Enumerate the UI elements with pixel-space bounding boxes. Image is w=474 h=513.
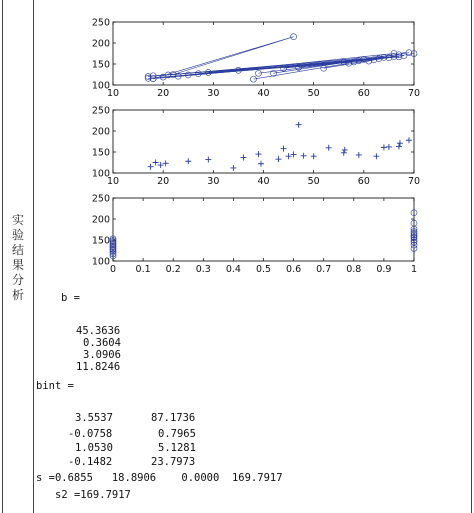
series-line [188,54,394,75]
x-tick-label: 0.7 [316,264,332,275]
data-point [205,69,211,75]
series-line [259,56,394,73]
data-point [291,152,297,158]
x-tick-label: 50 [307,88,320,99]
data-point [110,245,116,251]
data-point [411,234,417,240]
x-tick-label: 30 [207,176,220,187]
series-line [153,37,294,79]
data-point [145,75,151,81]
bint-low: 1.0530 [75,442,113,454]
series-line [148,55,399,77]
x-tick-label: 70 [407,88,421,99]
y-tick-label: 200 [91,126,110,138]
data-point [391,51,397,57]
data-point [373,153,379,159]
series-line [178,59,364,76]
data-point [110,243,116,249]
data-point [153,160,159,166]
data-point [406,50,412,56]
bint-high: 23.7973 [151,456,196,468]
data-point [255,151,261,157]
experiment-results-analysis-label [8,213,28,303]
data-point [397,140,403,146]
data-point [396,54,402,60]
data-point [411,242,417,248]
series-line [274,53,410,73]
data-point [148,164,154,170]
bint-high: 5.1281 [158,442,196,454]
label-char: 果 [11,258,24,272]
series-line [153,60,374,76]
x-tick-label: 60 [357,176,370,187]
data-point [411,239,417,245]
y-tick-label: 150 [91,147,110,159]
b-value: 11.8246 [76,361,121,373]
data-point [411,245,417,251]
data-point [110,239,116,245]
label-char: 验 [11,228,24,242]
data-point [396,144,402,150]
data-point [411,230,417,236]
data-point [286,153,292,159]
plot-area [113,22,414,85]
scatter-plot-middle [92,106,420,188]
y-tick-label: 150 [91,235,110,247]
y-tick-label: 100 [91,168,110,180]
data-point [326,145,332,151]
data-point [110,249,116,255]
data-point [411,237,417,243]
data-point [291,34,297,40]
series-line [299,59,379,68]
x-tick-label: 70 [407,176,421,187]
data-point [411,51,417,57]
data-point [301,153,307,159]
data-point [411,235,417,241]
x-tick-label: 40 [257,176,270,187]
x-tick-label: 0.9 [376,264,392,275]
data-point [230,165,236,171]
data-point [391,53,397,59]
table-border-divider [33,0,34,513]
data-point [386,55,392,61]
bint-low: 3.5537 [75,412,113,424]
data-point [195,71,201,77]
data-point [258,161,264,167]
data-point [110,251,116,257]
data-point [110,248,116,254]
data-point [110,246,116,252]
label-char: 分 [11,273,24,287]
x-tick-label: 60 [357,88,370,99]
x-tick-label: 30 [207,88,220,99]
data-point [205,157,211,163]
data-point [296,64,302,70]
x-tick-label: 0.5 [255,264,272,275]
x-tick-label: 0.3 [195,264,211,275]
x-tick-label: 0.8 [346,264,362,275]
data-point [401,53,407,59]
data-point [411,210,417,216]
data-point [356,58,362,64]
data-point [376,56,382,62]
data-point [411,226,417,232]
series-line [208,62,343,73]
data-point [271,70,277,76]
data-point [341,59,347,65]
table-border-right [471,0,472,513]
bint-low: -0.1482 [68,456,113,468]
series-line [148,62,354,78]
data-point [276,156,282,162]
scatter-plot-bottom [92,194,417,276]
data-point [356,152,362,158]
y-tick-label: 100 [91,256,110,268]
x-tick-label: 0.6 [286,264,302,275]
data-point [170,72,176,78]
y-tick-label: 200 [91,214,110,226]
x-tick-label: 0.2 [165,264,181,275]
data-point [342,147,348,153]
x-tick-label: 0.1 [135,264,151,275]
data-point [255,70,261,76]
x-tick-label: 10 [106,176,120,187]
plot-area [113,198,414,261]
bint-low: -0.0758 [68,428,113,440]
data-point [150,76,156,82]
label-char: 析 [11,288,24,302]
data-point [411,220,417,226]
data-point [250,76,256,82]
bint-high: 87.1736 [151,412,196,424]
series-line [198,57,399,74]
data-point [150,76,156,82]
series-line [254,63,349,79]
b-value: 3.0906 [83,349,121,361]
x-tick-label: 0.4 [225,264,241,275]
data-point [235,67,241,73]
stats-line: s =0.6855 18.8906 0.0000 169.7917 [36,472,283,484]
x-tick-label: 10 [106,88,120,99]
data-point [110,253,116,259]
data-point [351,59,357,65]
data-point [185,158,191,164]
data-point [110,240,116,246]
s2-line: s2 =169.7917 [55,489,131,501]
bint-high: 0.7965 [158,428,196,440]
data-point [381,54,387,60]
data-point [240,154,246,160]
data-point [110,237,116,243]
y-tick-label: 200 [91,38,110,50]
b-value: 45.3636 [76,325,121,337]
data-point [175,73,181,79]
y-tick-label: 150 [91,59,110,71]
data-point [406,137,412,143]
data-point [381,144,387,150]
y-tick-label: 250 [91,105,110,117]
data-point [110,242,116,248]
data-point [145,74,151,80]
x-tick-label: 0 [109,264,117,275]
x-tick-label: 1 [410,264,418,275]
data-point [158,162,164,168]
data-point [396,52,402,58]
b-value: 0.3604 [83,337,121,349]
x-tick-label: 50 [307,176,320,187]
plot-area [113,110,414,173]
data-point [163,160,169,166]
data-point [321,65,327,71]
data-point [296,122,302,128]
data-point [185,72,191,78]
data-point [361,56,367,62]
data-point [281,146,287,152]
data-point [150,73,156,79]
series-line [324,54,414,69]
b-label: b = [61,292,80,304]
y-tick-label: 250 [91,17,110,29]
data-point [366,58,372,64]
series-line [238,61,369,70]
table-border-left [2,0,3,513]
series-line [163,56,404,77]
series-line [284,61,359,69]
data-point [110,236,116,242]
bint-label: bint = [36,380,74,392]
data-point [165,72,171,78]
data-point [411,229,417,235]
x-tick-label: 40 [257,88,270,99]
line-plot-top [92,18,420,100]
y-tick-label: 250 [91,193,110,205]
data-point [311,153,317,159]
data-point [386,144,392,150]
data-point [160,74,166,80]
y-tick-label: 100 [91,80,110,92]
data-point [281,65,287,71]
label-char: 结 [11,243,24,257]
data-point [341,150,347,156]
series-line [168,57,384,75]
data-point [371,57,377,63]
data-point [346,60,352,66]
x-tick-label: 20 [157,176,170,187]
data-point [411,232,417,238]
label-char: 实 [11,213,24,227]
series-line [153,58,389,79]
x-tick-label: 20 [157,88,170,99]
